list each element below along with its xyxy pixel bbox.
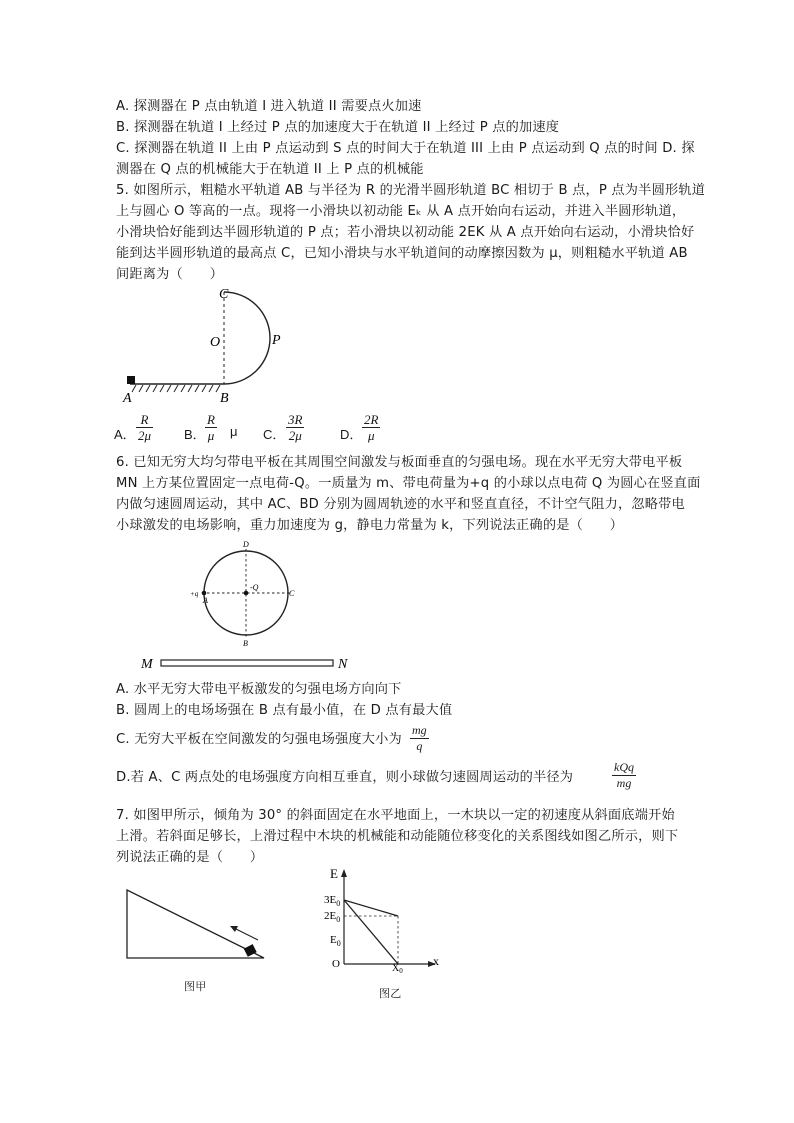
label-n: N [338,657,348,672]
q5-option-d-fraction: $\frac{2R}{\mu}$ [364,412,379,443]
q6-option-b: B. 圆周上的电场场强在 B 点有最小值，在 D 点有最大值 [116,703,453,718]
q5-text-line: 能到达半圆形轨道的最高点 C，已知小滑块与水平轨道间的动摩擦因数为 μ，则粗糙水平轨道 AB [116,246,688,261]
q6-text-line: 6. 已知无穷大均匀带电平板在其周围空间激发与板面垂直的匀强电场。现在水平无穷大带电平板 [116,455,683,470]
q4-option-d-line2: 测器在 Q 点的机械能大于在轨道 II 上 P 点的机械能 [116,162,424,177]
tick-e0: $E_0$ [330,934,341,948]
q5-text-line: 间距离为（ ） [116,267,224,282]
label-a: A [123,391,132,406]
q4-option-b: B. 探测器在轨道 I 上经过 P 点的加速度大于在轨道 II 上经过 P 点的加速度 [116,120,560,135]
energy-graph [310,866,450,976]
kinetic-energy-line [344,900,398,964]
slider-block [127,376,135,384]
q6-text-line: 小球激发的电场影响，重力加速度为 g，静电力常量为 k，下列说法正确的是（ ） [116,518,624,533]
q6-option-d: D.若 A、C 两点处的电场强度方向相互垂直，则小球做匀速圆周运动的半径为 [116,770,574,785]
q7-text-line: 列说法正确的是（ ） [116,850,264,865]
label-pos-q: +q [190,590,199,598]
axis-label-e: E [330,866,338,881]
q6-text-line: 内做匀速圆周运动，其中 AC、BD 分别为圆周轨迹的水平和竖直直径，不计空气阻力，忽略带电 [116,497,685,512]
origin-label: O [332,958,340,970]
mechanical-energy-line [344,900,398,916]
q6-option-c-fraction: $\frac{mg}{q}$ [412,723,427,753]
q5-option-d-letter: D． [340,427,363,442]
q4-option-c-d-line1: C. 探测器在轨道 II 上由 P 点运动到 S 点的时间大于在轨道 III 上由 P 点运动到 Q 点的时间 D. 探 [116,141,695,156]
q6-option-c: C. 无穷大平板在空间激发的匀强电场强度大小为 [116,732,402,747]
q5-option-a-fraction: $\frac{R}{2\mu}$ [138,412,152,443]
q5-option-c-fraction: $\frac{3R}{2\mu}$ [288,412,303,443]
q5-option-b-letter: B． [184,427,206,442]
q7-text-line: 7. 如图甲所示，倾角为 30° 的斜面固定在水平地面上，一木块以一定的初速度从斜面底端开始 [116,808,675,823]
label-a: A [203,596,208,605]
q5-text-line: 上与圆心 O 等高的一点。现将一小滑块以初动能 Eₖ 从 A 点开始向右运动，并进入半圆形轨道， [116,204,686,219]
q5-option-a-letter: A． [114,427,136,442]
label-d: D [243,540,249,549]
q6-option-a: A. 水平无穷大带电平板激发的匀强电场方向向下 [116,682,402,697]
q5-text-line: 5. 如图所示，粗糙水平轨道 AB 与半径为 R 的光滑半圆形轨道 BC 相切于 B 点，P 点为半圆形轨道 [116,183,706,198]
q6-circle-figure [136,540,366,675]
charged-plate-mn [161,660,333,666]
label-o: O [210,335,221,350]
label-b: B [220,391,229,406]
q5-option-c-letter: C． [263,427,286,442]
ball-pos-q [202,591,207,596]
fig-jia-caption: 图甲 [184,980,207,993]
q6-text-line: MN 上方某位置固定一点电荷-Q。一质量为 m、带电荷量为+q 的小球以点电荷 Q 为圆心在竖直面 [116,476,701,491]
label-c: C [219,287,229,302]
label-c: C [289,589,295,598]
q5-option-b-fraction: $\frac{R}{\mu}$ [207,412,215,443]
q5-track-figure [118,284,298,408]
tick-3e0: $3E_0$ [324,894,341,908]
tick-x0: $X_0$ [392,963,403,975]
label-b: B [243,639,248,648]
label-p: P [272,333,281,348]
incline-figure [124,886,274,966]
label-m: M [141,657,153,672]
charge-neg-q [244,591,249,596]
tick-2e0: $2E_0$ [324,910,341,924]
q6-option-d-fraction: kQq mg [614,760,634,790]
q4-option-a: A. 探测器在 P 点由轨道 I 进入轨道 II 需要点火加速 [116,99,422,114]
label-neg-q: -Q [250,583,259,592]
axis-label-x: x [433,954,439,968]
q7-text-line: 上滑。若斜面足够长，上滑过程中木块的机械能和动能随位移变化的关系图线如图乙所示，则下 [116,829,679,844]
fig-yi-caption: 图乙 [379,987,402,1000]
q5-option-b-extra: μ [230,424,238,439]
wood-block [244,944,257,957]
q5-text-line: 小滑块恰好能到达半圆形轨道的 P 点；若小滑块以初动能 2EK 从 A 点开始向右运动，小滑块恰好 [116,225,695,240]
